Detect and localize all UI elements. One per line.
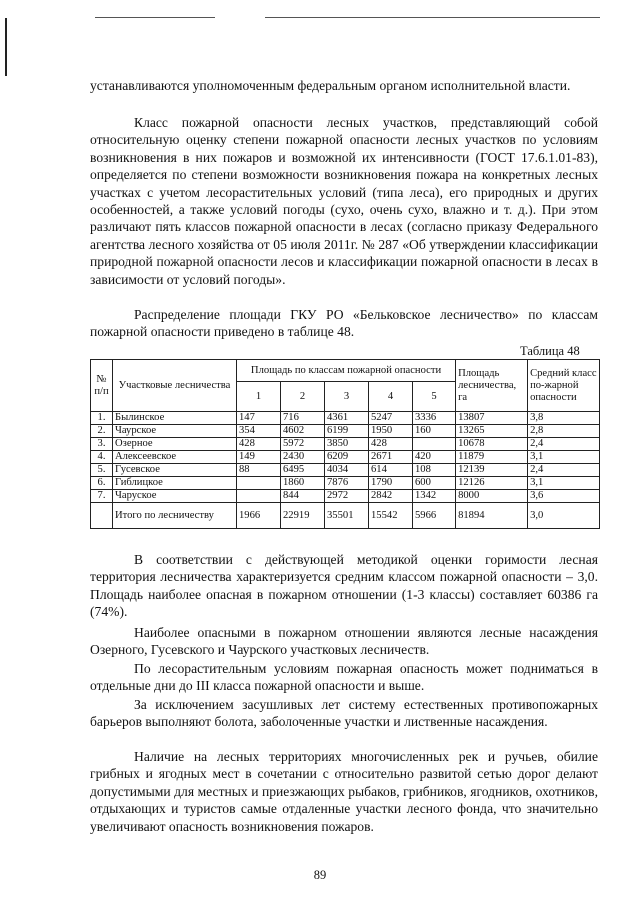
paragraph-methodology: В соответствии с действующей методикой оценки горимости лесная территория лесничества характеризуется средним классом пожарной опасности – 3,0. Площадь наиболее опасная в пожарном отношении (1-3 классы) составляет 60386 га (74%). <box>90 552 598 620</box>
row-avg: 3,6 <box>528 490 600 503</box>
row-class-3: 3850 <box>325 438 369 451</box>
header-area-by-class: Площадь по классам пожарной опасности <box>237 360 456 382</box>
paragraph-growing-conditions: По лесорастительным условиям пожарная опасность может подниматься в отдельные дни до III класса пожарной опасности и выше. <box>90 661 598 694</box>
row-class-1: 149 <box>237 451 281 464</box>
table-row <box>91 464 600 477</box>
row-total: 12126 <box>456 477 528 490</box>
scan-top-line-left <box>95 17 215 18</box>
table-row <box>91 451 600 464</box>
row-class-1 <box>237 477 281 490</box>
table-caption: Таблица 48 <box>520 344 580 358</box>
row-class-5: 420 <box>413 451 456 464</box>
row-class-3: 4034 <box>325 464 369 477</box>
row-class-3: 4361 <box>325 412 369 425</box>
total-row-class-4: 15542 <box>369 503 413 529</box>
row-num: 6. <box>91 477 113 490</box>
row-class-1: 428 <box>237 438 281 451</box>
row-name: Былинское <box>113 412 237 425</box>
row-name: Гиблицкое <box>113 477 237 490</box>
header-total-area: Площадь лесничества, га <box>456 360 528 412</box>
fire-class-table <box>90 359 600 529</box>
row-class-4: 614 <box>369 464 413 477</box>
page-number: 89 <box>313 868 327 882</box>
table-row <box>91 412 600 425</box>
row-class-2: 6495 <box>281 464 325 477</box>
row-class-5 <box>413 438 456 451</box>
row-num: 5. <box>91 464 113 477</box>
row-num: 7. <box>91 490 113 503</box>
row-class-5: 600 <box>413 477 456 490</box>
total-row-class-3: 35501 <box>325 503 369 529</box>
row-class-2: 716 <box>281 412 325 425</box>
row-class-2: 4602 <box>281 425 325 438</box>
row-class-4: 428 <box>369 438 413 451</box>
row-class-5: 3336 <box>413 412 456 425</box>
row-name: Чаурское <box>113 425 237 438</box>
row-class-5: 108 <box>413 464 456 477</box>
paragraph-table-intro: Распределение площади ГКУ РО «Бельковское лесничество» по классам пожарной опасности приведено в таблице 48. <box>90 307 598 340</box>
row-class-4: 2671 <box>369 451 413 464</box>
row-avg: 2,4 <box>528 464 600 477</box>
row-class-3: 6209 <box>325 451 369 464</box>
header-class-3: 3 <box>325 382 369 412</box>
table-row <box>91 438 600 451</box>
paragraph-intro: устанавливаются уполномоченным федеральным органом исполнительной власти. <box>90 78 571 93</box>
row-num: 1. <box>91 412 113 425</box>
total-row-name: Итого по лесничеству <box>113 503 237 529</box>
row-total: 8000 <box>456 490 528 503</box>
table-row <box>91 425 600 438</box>
row-total: 11879 <box>456 451 528 464</box>
row-name: Озерное <box>113 438 237 451</box>
row-class-1: 147 <box>237 412 281 425</box>
row-class-1 <box>237 490 281 503</box>
row-class-1: 354 <box>237 425 281 438</box>
paragraph-visitors: Наличие на лесных территориях многочисленных рек и ручьев, обилие грибных и ягодных мест в сочетании с относительно развитой сетью дорог делают допустимыми для местных и приезжающих рыбаков, грибников, ягодников, охотников, отдыхающих и туристов самые отдаленные участки лесного фонда, что значительно увеличивают опасность возникновения пожаров. <box>90 749 598 834</box>
paragraph-natural-barriers: За исключением засушливых лет систему естественных противопожарных барьеров выполняют болота, заболоченные участки и лиственные насаждения. <box>90 697 598 730</box>
row-class-2: 2430 <box>281 451 325 464</box>
total-row-total: 81894 <box>456 503 528 529</box>
total-row-class-2: 22919 <box>281 503 325 529</box>
header-class-2: 2 <box>281 382 325 412</box>
total-row-num <box>91 503 113 529</box>
row-num: 2. <box>91 425 113 438</box>
table-row <box>91 490 600 503</box>
header-num: № п/п <box>91 360 113 412</box>
row-total: 10678 <box>456 438 528 451</box>
row-name: Чаруское <box>113 490 237 503</box>
row-class-4: 2842 <box>369 490 413 503</box>
row-class-1: 88 <box>237 464 281 477</box>
row-avg: 2,8 <box>528 425 600 438</box>
row-total: 12139 <box>456 464 528 477</box>
row-class-4: 1790 <box>369 477 413 490</box>
header-class-4: 4 <box>369 382 413 412</box>
total-row-class-5: 5966 <box>413 503 456 529</box>
row-name: Гусевское <box>113 464 237 477</box>
row-class-5: 160 <box>413 425 456 438</box>
row-class-3: 6199 <box>325 425 369 438</box>
paragraph-fire-class-definition: Класс пожарной опасности лесных участков, представляющий собой относительную оценку степени пожарной опасности лесных участков по условиям возникновения в них пожаров и возможной их интенсивности (ГОСТ 17.6.1.01-83), определяется по степени возможности возникновения пожара на конкретных лесных участках с учетом лесорастительных условий (типа леса), его природных и других особенностей, а также условий погоды (сухо, очень сухо, влажно и т. д.). При этом различают пять классов пожарной опасности в лесах (согласно приказу Федерального агентства лесного хозяйства от 05 июля 2011г. № 287 «Об утверждении классификации природной пожарной опасности лесов и классификации пожарной опасности в лесах в зависимости от условий погоды». <box>90 115 598 287</box>
row-class-4: 1950 <box>369 425 413 438</box>
total-row-avg: 3,0 <box>528 503 600 529</box>
row-num: 4. <box>91 451 113 464</box>
scan-left-margin-mark <box>5 18 7 76</box>
row-class-5: 1342 <box>413 490 456 503</box>
row-total: 13807 <box>456 412 528 425</box>
row-class-3: 7876 <box>325 477 369 490</box>
row-total: 13265 <box>456 425 528 438</box>
row-avg: 3,8 <box>528 412 600 425</box>
row-num: 3. <box>91 438 113 451</box>
table-total-row <box>91 503 600 529</box>
row-avg: 3,1 <box>528 451 600 464</box>
row-name: Алексеевское <box>113 451 237 464</box>
table-row <box>91 477 600 490</box>
header-name: Участковые лесничества <box>113 360 237 412</box>
row-class-4: 5247 <box>369 412 413 425</box>
row-class-2: 1860 <box>281 477 325 490</box>
row-avg: 3,1 <box>528 477 600 490</box>
total-row-class-1: 1966 <box>237 503 281 529</box>
scan-top-line-right <box>265 17 600 18</box>
header-avg-class: Средний класс по-жарной опасности <box>528 360 600 412</box>
header-class-1: 1 <box>237 382 281 412</box>
row-class-2: 844 <box>281 490 325 503</box>
header-class-5: 5 <box>413 382 456 412</box>
row-avg: 2,4 <box>528 438 600 451</box>
row-class-3: 2972 <box>325 490 369 503</box>
row-class-2: 5972 <box>281 438 325 451</box>
paragraph-most-dangerous: Наиболее опасными в пожарном отношении являются лесные насаждения Озерного, Гусевского и Чаурского участковых лесничеств. <box>90 625 598 658</box>
